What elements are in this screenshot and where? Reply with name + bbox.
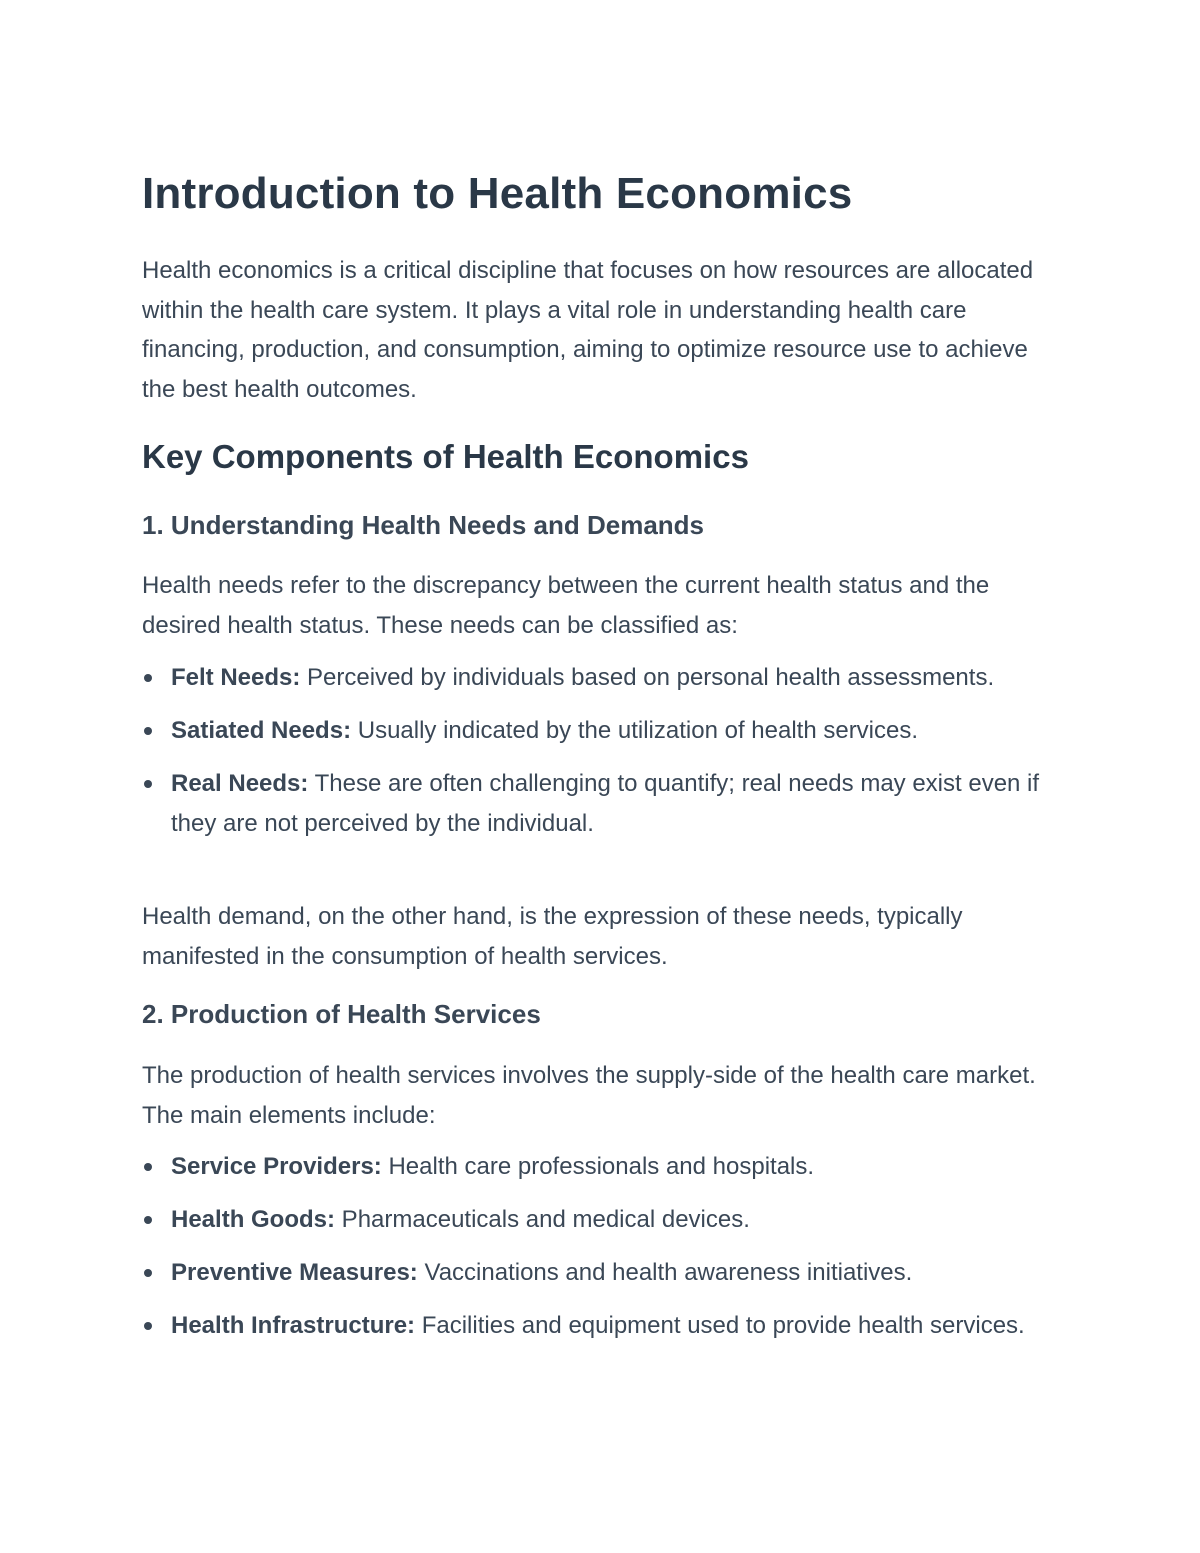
list-item-term: Service Providers: [171,1153,382,1180]
list-item [142,1253,1062,1293]
production-list [142,1147,1062,1359]
list-item [142,1200,1062,1240]
bullet-icon [144,1322,152,1330]
bullet-icon [144,1269,152,1277]
page-title: Introduction to Health Economics [142,169,853,218]
list-item-term: Satiated Needs: [171,717,352,744]
list-item-text: Perceived by individuals based on personal health assessments. [300,664,995,691]
list-item-text: Vaccinations and health awareness initiatives. [417,1259,913,1286]
bullet-icon [144,674,152,682]
list-item-term: Health Goods: [171,1206,336,1233]
list-item-text: Pharmaceuticals and medical devices. [335,1206,750,1233]
list-item [142,711,1062,751]
intro-paragraph: Health economics is a critical discipline that focuses on how resources are allocated within the health care system. It plays a vital role in understanding health care financing, production, and consumption, aiming to optimize resource use to achieve the best health outcomes. [142,257,1034,403]
list-item-term: Preventive Measures: [171,1259,418,1286]
section-heading: Key Components of Health Economics [142,438,749,475]
needs-paragraph: Health needs refer to the discrepancy between the current health status and the desired health status. These needs can be classified as: [142,572,990,639]
bullet-icon [144,1163,152,1171]
list-item [142,764,1062,843]
list-item [142,1147,1062,1187]
bullet-icon [144,780,152,788]
list-item-text: These are often challenging to quantify; real needs may exist even if they are not perceived by the individual. [171,770,1040,837]
list-item-text: Health care professionals and hospitals. [381,1153,815,1180]
bullet-icon [144,1216,152,1224]
list-item-text: Usually indicated by the utilization of health services. [351,717,919,744]
subsection-heading-production: 2. Production of Health Services [142,999,541,1029]
list-item [142,658,1062,698]
list-item-term: Felt Needs: [171,664,301,691]
demand-paragraph: Health demand, on the other hand, is the expression of these needs, typically manifested in the consumption of health services. [142,903,963,970]
subsection-heading-needs-demands: 1. Understanding Health Needs and Demands [142,510,705,540]
bullet-icon [144,727,152,735]
list-item-term: Real Needs: [171,770,309,797]
list-item [142,1306,1062,1346]
production-paragraph: The production of health services involves the supply-side of the health care market. The main elements include: [142,1062,1036,1129]
needs-list [142,658,1062,857]
list-item-text: Facilities and equipment used to provide health services. [415,1312,1025,1339]
list-item-term: Health Infrastructure: [171,1312,416,1339]
